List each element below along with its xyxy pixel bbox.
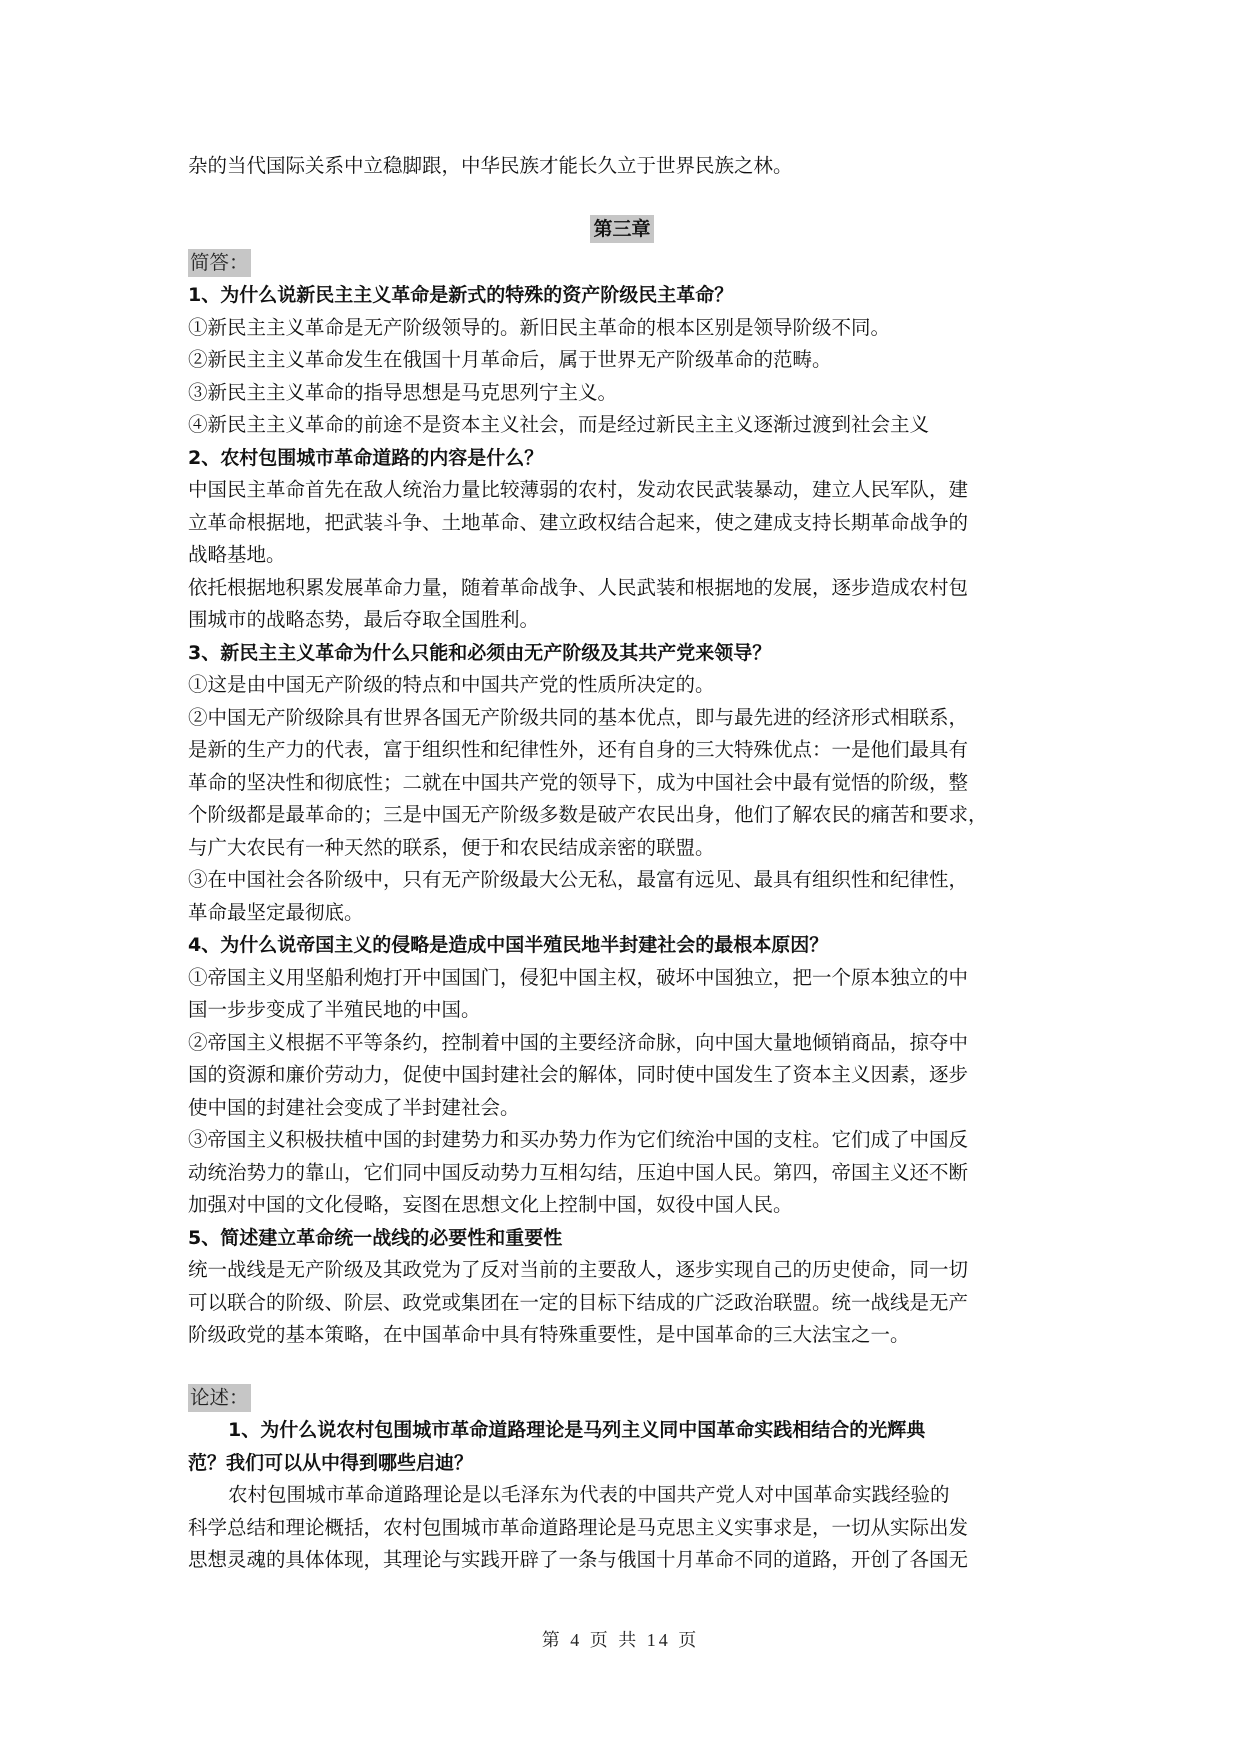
short-answer-item <box>188 442 1056 637</box>
essay-question-line: 1、为什么说农村包围城市革命道路理论是马列主义同中国革命实践相结合的光辉典 <box>228 1419 926 1441</box>
spacer <box>188 1352 1056 1382</box>
answer-line: 依托根据地积累发展革命力量，随着革命战争、人民武装和根据地的发展，逐步造成农村包 <box>188 575 969 599</box>
essay-answer-line: 科学总结和理论概括，农村包围城市革命道路理论是马克思主义实事求是，一切从实际出发 <box>188 1515 969 1539</box>
chapter-heading <box>188 213 1056 247</box>
answer-line: 可以联合的阶级、阶层、政党或集团在一定的目标下结成的广泛政治联盟。统一战线是无产 <box>188 1290 969 1314</box>
essay-label-row <box>188 1382 1056 1415</box>
short-answer-item <box>188 637 1056 930</box>
question-heading: 3、新民主主义革命为什么只能和必须由无产阶级及其共产党来领导？ <box>188 641 772 664</box>
answer-line: ④新民主主义革命的前途不是资本主义社会，而是经过新民主主义逐渐过渡到社会主义 <box>188 413 930 436</box>
chapter-title: 第三章 <box>590 215 653 243</box>
answer-line: 个阶级都是最革命的；三是中国无产阶级多数是破产农民出身，他们了解农民的痛苦和要求， <box>188 803 988 826</box>
short-answer-item <box>188 279 1056 442</box>
answer-line: ①新民主主义革命是无产阶级领导的。新旧民主革命的根本区别是领导阶级不同。 <box>188 315 891 339</box>
short-answer-item <box>188 929 1056 1222</box>
answer-line: ③在中国社会各阶级中，只有无产阶级最大公无私，最富有远见、最具有组织性和纪律性， <box>188 868 969 891</box>
page-footer: 第 4 页 共 14 页 <box>541 1630 700 1650</box>
essay-label: 论述： <box>188 1384 251 1412</box>
essay-question-line: 范？我们可以从中得到哪些启迪？ <box>188 1451 474 1474</box>
essay-item <box>188 1414 1056 1577</box>
question-heading: 1、为什么说新民主主义革命是新式的特殊的资产阶级民主革命？ <box>188 284 734 306</box>
answer-line: 动统治势力的靠山，它们同中国反动势力互相勾结，压迫中国人民。第四，帝国主义还不断 <box>188 1160 969 1184</box>
answer-line: 立革命根据地，把武装斗争、土地革命、建立政权结合起来，使之建成支持长期革命战争的 <box>188 510 969 534</box>
question-heading: 2、农村包围城市革命道路的内容是什么？ <box>188 446 544 469</box>
short-answer-label: 简答： <box>188 249 251 277</box>
answer-line: 国一步步变成了半殖民地的中国。 <box>188 998 481 1021</box>
answer-line: 国的资源和廉价劳动力，促使中国封建社会的解体，同时使中国发生了资本主义因素，逐步 <box>188 1063 969 1086</box>
answer-line: ③帝国主义积极扶植中国的封建势力和买办势力作为它们统治中国的支柱。它们成了中国反 <box>188 1128 969 1151</box>
document-body <box>188 150 1056 1577</box>
answer-line: 革命的坚决性和彻底性；二就在中国共产党的领导下，成为中国社会中最有觉悟的阶级，整 <box>188 770 969 794</box>
question-heading: 4、为什么说帝国主义的侵略是造成中国半殖民地半封建社会的最根本原因？ <box>188 934 829 956</box>
answer-line: ①这是由中国无产阶级的特点和中国共产党的性质所决定的。 <box>188 673 715 696</box>
answer-line: 与广大农民有一种天然的联系，便于和农民结成亲密的联盟。 <box>188 835 715 859</box>
answer-line: ②新民主主义革命发生在俄国十月革命后，属于世界无产阶级革命的范畴。 <box>188 348 832 371</box>
answer-line: ①帝国主义用坚船利炮打开中国国门，侵犯中国主权，破坏中国独立，把一个原本独立的中 <box>188 965 969 989</box>
answer-line: ②帝国主义根据不平等条约，控制着中国的主要经济命脉，向中国大量地倾销商品，掠夺中 <box>188 1030 969 1054</box>
answer-line: 战略基地。 <box>188 543 286 566</box>
intro-line: 杂的当代国际关系中立稳脚跟，中华民族才能长久立于世界民族之林。 <box>188 154 793 177</box>
answer-line: 使中国的封建社会变成了半封建社会。 <box>188 1095 520 1119</box>
answer-line: 统一战线是无产阶级及其政党为了反对当前的主要敌人，逐步实现自己的历史使命，同一切 <box>188 1258 969 1281</box>
short-answer-item <box>188 1222 1056 1352</box>
answer-line: 中国民主革命首先在敌人统治力量比较薄弱的农村，发动农民武装暴动，建立人民军队，建 <box>188 478 969 501</box>
essay-answer-line: 思想灵魂的具体体现，其理论与实践开辟了一条与俄国十月革命不同的道路，开创了各国无 <box>188 1548 969 1571</box>
answer-line: 阶级政党的基本策略，在中国革命中具有特殊重要性，是中国革命的三大法宝之一。 <box>188 1323 910 1346</box>
question-heading: 5、简述建立革命统一战线的必要性和重要性 <box>188 1226 563 1249</box>
short-answer-label-row <box>188 247 1056 280</box>
answer-line: 加强对中国的文化侵略，妄图在思想文化上控制中国，奴役中国人民。 <box>188 1193 793 1216</box>
answer-line: ②中国无产阶级除具有世界各国无产阶级共同的基本优点，即与最先进的经济形式相联系， <box>188 705 969 729</box>
essay-answer-line: 农村包围城市革命道路理论是以毛泽东为代表的中国共产党人对中国革命实践经验的 <box>228 1483 950 1506</box>
answer-line: 围城市的战略态势，最后夺取全国胜利。 <box>188 608 540 631</box>
answer-line: 是新的生产力的代表，富于组织性和纪律性外，还有自身的三大特殊优点：一是他们最具有 <box>188 738 969 761</box>
answer-line: 革命最坚定最彻底。 <box>188 900 364 924</box>
answer-line: ③新民主主义革命的指导思想是马克思列宁主义。 <box>188 380 618 404</box>
